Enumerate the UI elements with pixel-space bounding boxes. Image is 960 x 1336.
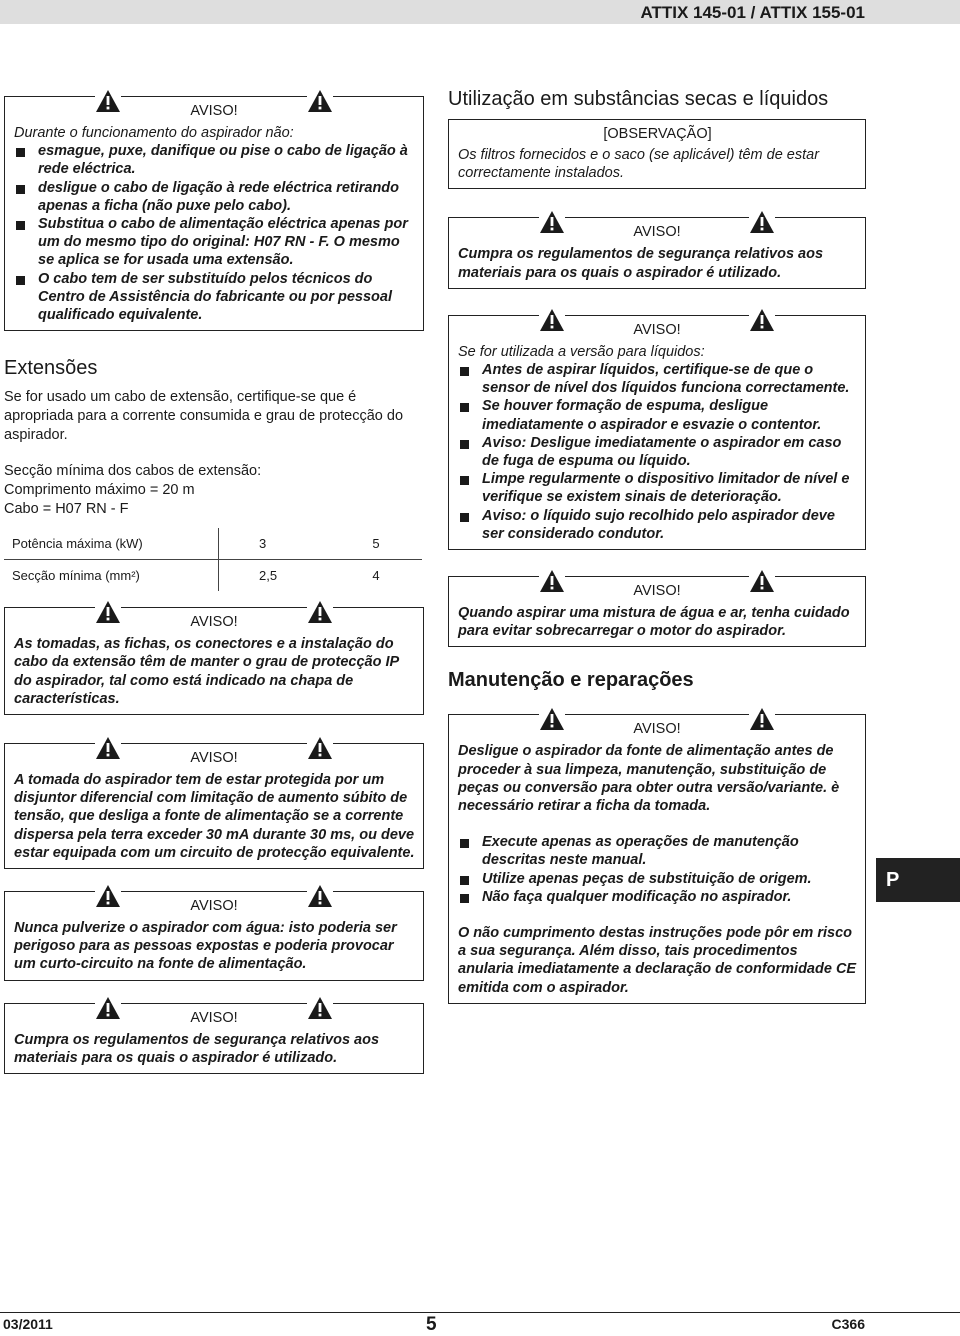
section-heading-maintenance: Manutenção e reparações xyxy=(448,669,694,692)
warning-title: AVISO! xyxy=(186,103,241,119)
footer-date: 03/2011 xyxy=(3,1316,53,1332)
warning-icon xyxy=(307,600,333,624)
warning-icon xyxy=(307,736,333,760)
warning-intro: Durante o funcionamento do aspirador não: xyxy=(14,125,294,141)
list-item: esmague, puxe, danifique ou pise o cabo de ligação à rede eléctrica. xyxy=(14,142,415,178)
warning-icon xyxy=(749,308,775,332)
extensoes-line: Secção mínima dos cabos de extensão: xyxy=(4,463,262,480)
list-item: O cabo tem de ser substituído pelos técnicos do Centro de Assistência do fabricante ou por pessoal qualificado equivalente. xyxy=(14,270,415,325)
warning-box-regulations xyxy=(4,1003,424,1074)
right-column xyxy=(448,88,866,1004)
warning-box-cable xyxy=(4,96,424,331)
warning-title: AVISO! xyxy=(629,322,684,338)
warning-icon xyxy=(539,569,565,593)
section-heading-usage: Utilização em substâncias secas e líquidos xyxy=(448,88,829,110)
table-cell: 5 xyxy=(330,528,422,560)
warning-text: Cumpra os regulamentos de segurança relativos aos materiais para os quais o aspirador é utilizado. xyxy=(458,246,824,281)
language-tab: P xyxy=(876,858,960,902)
warning-title: AVISO! xyxy=(186,614,241,630)
warning-box-rcd xyxy=(4,743,424,869)
warning-icon xyxy=(307,996,333,1020)
list-item: Limpe regularmente o dispositivo limitador de nível e verifique se existem sinais de deterioração. xyxy=(458,470,857,506)
warning-text: A tomada do aspirador tem de estar protegida por um disjuntor diferencial com limitação de aumento súbito de tensão, que desliga a fonte de alimentação se a corrente dispersa pela terra exceder 30 mA durante 30 ms, ou deve estar equipada com um circuito de protecção equivalente. xyxy=(14,772,415,861)
warning-list xyxy=(458,361,857,543)
note-box xyxy=(448,119,866,189)
table-cell: Secção mínima (mm²) xyxy=(12,568,140,584)
table-cell: 4 xyxy=(372,568,380,584)
note-title: [OBSERVAÇÃO] xyxy=(603,126,712,142)
list-item: Não faça qualquer modificação no aspirador. xyxy=(458,888,857,906)
warning-intro: Se for utilizada a versão para líquidos: xyxy=(458,343,705,360)
warning-icon xyxy=(539,210,565,234)
warning-text: As tomadas, as fichas, os conectores e a instalação do cabo da extensão têm de manter o grau de protecção IP do aspirador, tal como está indicado na chapa de características. xyxy=(14,636,399,707)
warning-text: O não cumprimento destas instruções pode pôr em risco a sua segurança. Além disso, tais procedimentos anularia imediatamente a declaração de conformidade CE emitida com o aspirador. xyxy=(458,925,857,996)
warning-icon xyxy=(749,210,775,234)
left-column xyxy=(4,96,424,1074)
warning-icon xyxy=(307,89,333,113)
page-number: 5 xyxy=(426,1314,437,1335)
warning-title: AVISO! xyxy=(186,898,241,914)
warning-icon xyxy=(95,89,121,113)
note-text: Os filtros fornecidos e o saco (se aplicável) têm de estar correctamente instalados. xyxy=(458,147,820,182)
warning-icon xyxy=(95,884,121,908)
table-cell: Potência máxima (kW) xyxy=(4,528,219,560)
warning-icon xyxy=(539,308,565,332)
list-item: Aviso: Desligue imediatamente o aspirador em caso de fuga de espuma ou líquido. xyxy=(458,434,857,470)
warning-icon xyxy=(749,569,775,593)
table-row xyxy=(4,560,422,592)
warning-icon xyxy=(95,600,121,624)
warning-title: AVISO! xyxy=(629,224,684,240)
warning-icon xyxy=(95,736,121,760)
warning-header xyxy=(5,96,423,126)
warning-header xyxy=(5,891,423,921)
list-item: Substitua o cabo de alimentação eléctrica apenas por um do mesmo tipo do original: H07 RN - F. O mesmo se aplica se for usada uma extensão. xyxy=(14,215,415,270)
warning-header xyxy=(449,315,865,345)
footer-divider xyxy=(0,1312,960,1313)
list-item: desligue o cabo de ligação à rede eléctrica retirando apenas a ficha (não puxe pelo cabo). xyxy=(14,179,415,215)
warning-icon xyxy=(307,884,333,908)
list-item: Aviso: o líquido sujo recolhido pelo aspirador deve ser considerado condutor. xyxy=(458,507,857,543)
warning-list xyxy=(458,833,857,906)
warning-box-maintenance xyxy=(448,714,866,1003)
extensoes-line: Comprimento máximo = 20 m xyxy=(4,482,195,499)
table-cell: 3 xyxy=(219,528,331,560)
warning-box-water xyxy=(4,891,424,981)
document-title: ATTIX 145-01 / ATTIX 155-01 xyxy=(640,3,865,22)
warning-header xyxy=(449,217,865,247)
list-item: Antes de aspirar líquidos, certifique-se de que o sensor de nível dos líquidos funciona correctamente. xyxy=(458,361,857,397)
extension-table xyxy=(4,528,422,591)
warning-icon xyxy=(95,996,121,1020)
warning-icon xyxy=(749,707,775,731)
warning-text: Nunca pulverize o aspirador com água: isto poderia ser perigoso para as pessoas expostas e poderia provocar um curto-circuito na fonte de alimentação. xyxy=(14,920,397,973)
warning-header xyxy=(5,607,423,637)
table-row xyxy=(4,528,422,560)
warning-title: AVISO! xyxy=(629,721,684,737)
warning-text: Desligue o aspirador da fonte de alimentação antes de proceder à sua limpeza, manutenção, substituição de peças ou conversão para obter outra versão/variante. è necessário retirar a ficha da tomada. xyxy=(458,743,840,815)
warning-header xyxy=(5,1003,423,1033)
warning-text: Cumpra os regulamentos de segurança relativos aos materiais para os quais o aspirador é utilizado. xyxy=(14,1031,380,1066)
extensoes-line: Cabo = H07 RN - F xyxy=(4,501,129,518)
warning-box-liquids xyxy=(448,315,866,550)
warning-header xyxy=(449,714,865,744)
warning-title: AVISO! xyxy=(186,750,241,766)
header-bar xyxy=(0,0,960,24)
warning-header xyxy=(449,576,865,606)
warning-title: AVISO! xyxy=(186,1010,241,1026)
warning-title: AVISO! xyxy=(629,583,684,599)
warning-box-water-air xyxy=(448,576,866,647)
list-item: Utilize apenas peças de substituição de origem. xyxy=(458,870,857,888)
table-cell: 2,5 xyxy=(219,560,331,592)
list-item: Execute apenas as operações de manutenção descritas neste manual. xyxy=(458,833,857,869)
warning-icon xyxy=(539,707,565,731)
warning-box-regulations xyxy=(448,217,866,288)
extensoes-paragraph: Se for usado um cabo de extensão, certifique-se que é apropriada para a corrente consumida e grau de protecção do aspirador. xyxy=(4,389,404,444)
document-code: C366 xyxy=(831,1316,865,1332)
warning-list xyxy=(14,142,415,324)
warning-text: Quando aspirar uma mistura de água e ar, tenha cuidado para evitar sobrecarregar o motor do aspirador. xyxy=(458,605,850,640)
list-item: Se houver formação de espuma, desligue imediatamente o aspirador e esvazie o contentor. xyxy=(458,397,857,433)
section-heading-extensoes: Extensões xyxy=(4,357,98,380)
warning-box-ip xyxy=(4,607,424,715)
warning-header xyxy=(5,743,423,773)
